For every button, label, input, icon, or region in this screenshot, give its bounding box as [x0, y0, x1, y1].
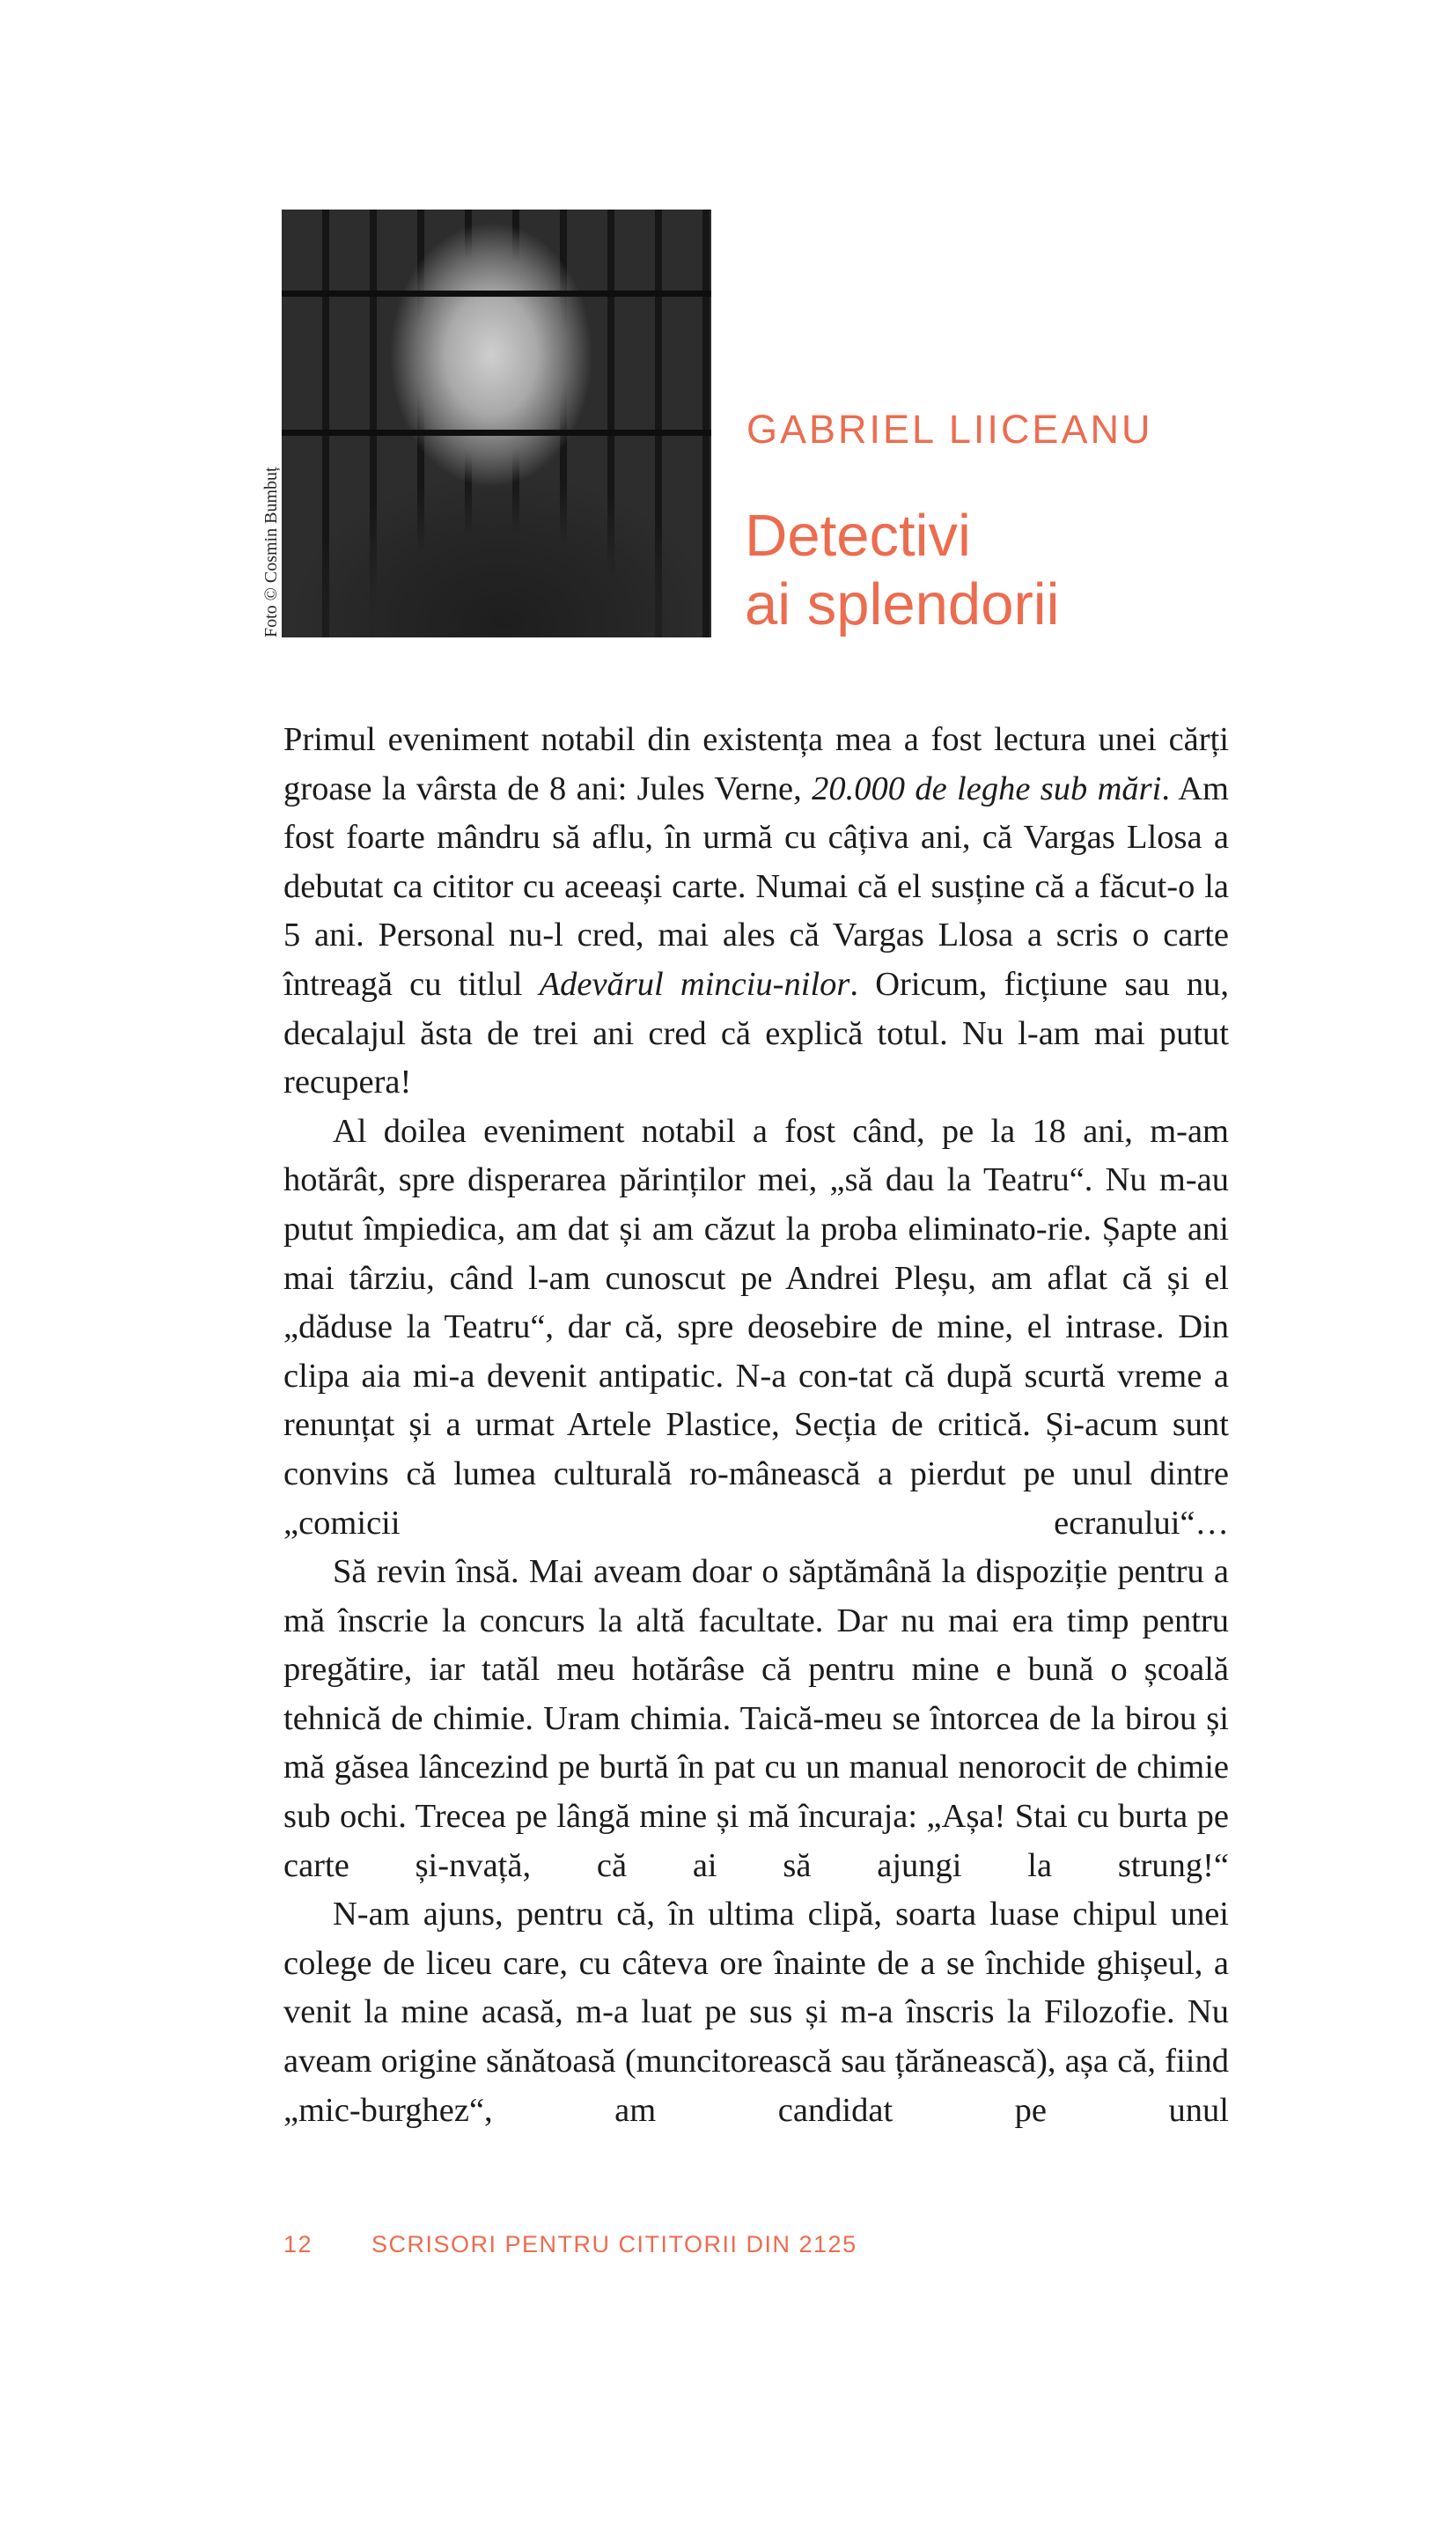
book-title-italic: Adevărul minciu-nilor — [539, 965, 850, 1003]
paragraph-1-text-a: Primul eveniment notabil din existența mea a fost lectura unei cărți groase la vârsta de 8 ani: Jules Verne, — [283, 721, 1229, 807]
paragraph-1 — [283, 716, 1229, 1108]
paragraph-2: Al doilea eveniment notabil a fost când, pe la 18 ani, m-am hotărât, spre disperarea părinților mei, „să dau la Teatru“. Nu m-au putut împiedica, am dat și am căzut la proba eliminato-rie. Șapte ani mai târziu, când l-am cunoscut pe Andrei Pleșu, am aflat că și el „dăduse la Teatru“, dar că, spre deosebire de mine, el intrase. Din clipa aia mi-a devenit antipatic. N-a con-tat că după scurtă vreme a renunțat și a urmat Artele Plastice, Secția de critică. Și-acum sunt convins că lumea culturală ro-mânească a pierdut pe unul dintre „comicii ecranului“… — [283, 1112, 1229, 1542]
bookshelf-line — [282, 291, 711, 297]
page-number: 12 — [283, 2231, 313, 2257]
chapter-title — [745, 502, 1060, 639]
chapter-title-line-2: ai splendorii — [745, 571, 1060, 637]
running-title: SCRISORI PENTRU CITITORII DIN 2125 — [371, 2231, 857, 2257]
book-title-italic: 20.000 de leghe sub mări — [812, 770, 1162, 807]
author-portrait-photo — [282, 210, 711, 637]
chapter-title-line-1: Detectivi — [745, 503, 971, 569]
paragraph-1-text-e: . Oricum, ficțiune sau nu, decalajul ăsta de trei ani cred că explică totul. Nu l-am mai putut recupera! — [283, 965, 1229, 1101]
paragraph-4: N-am ajuns, pentru că, în ultima clipă, soarta luase chipul unei colege de liceu care, cu câteva ore înainte de a se închide ghișeul, a venit la mine acasă, m-a luat pe sus și m-a înscris la Filozofie. Nu aveam origine sănătoasă (muncitorească sau țărănească), așa că, fiind „mic-burghez“, am candidat pe unul — [283, 1896, 1229, 2129]
page-footer — [283, 2231, 857, 2258]
bookshelf-line — [282, 430, 711, 436]
body-text — [283, 716, 1229, 2135]
author-name: GABRIEL LIICEANU — [746, 407, 1153, 452]
paragraph-3: Să revin însă. Mai aveam doar o săptămână la dispoziție pentru a mă înscrie la concurs la altă facultate. Dar nu mai era timp pentru pregătire, iar tatăl meu hotărâse că pentru mine e bună o școală tehnică de chimie. Uram chimia. Taică-meu se întorcea de la birou și mă găsea lâncezind pe burtă în pat cu un manual nenorocit de chimie sub ochi. Trecea pe lângă mine și mă încuraja: „Așa! Stai cu burta pe carte și-nvață, că ai să ajungi la strung!“ — [283, 1553, 1229, 1884]
photo-credit: Foto © Cosmin Bumbuț — [261, 467, 281, 637]
paragraph-1-text-c: . Am fost foarte mândru să aflu, în urmă cu câțiva ani, că Vargas Llosa a debutat ca cititor cu aceeași carte. Numai că el susține că a făcut-o la 5 ani. Personal nu-l cred, mai ales că Vargas Llosa a scris o carte întreagă cu titlul — [283, 770, 1229, 1003]
